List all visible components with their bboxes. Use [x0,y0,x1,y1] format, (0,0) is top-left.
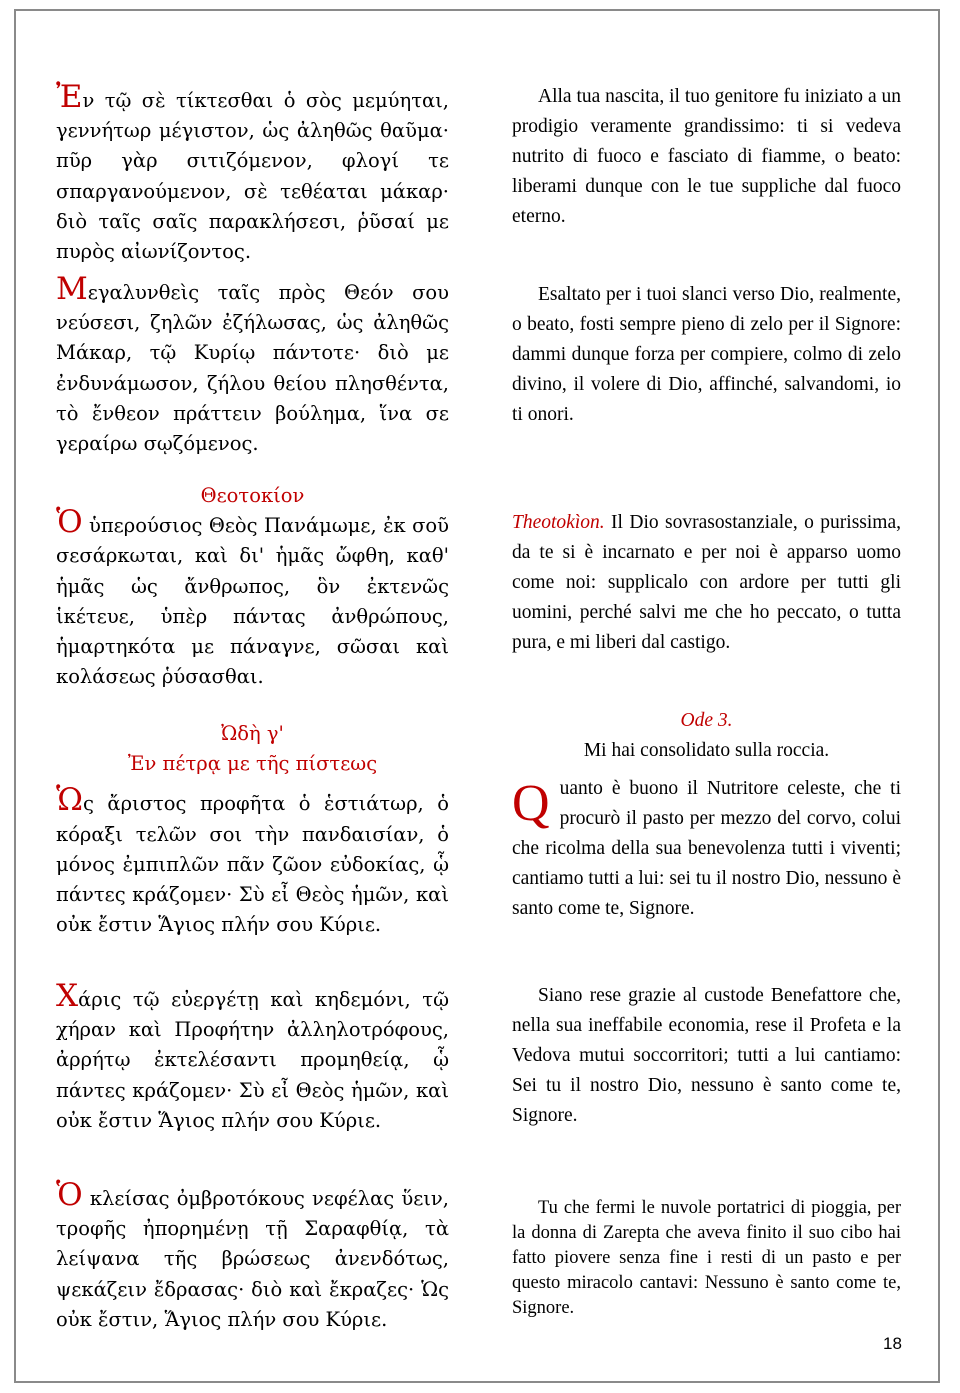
italian-block-4 [512,706,901,924]
greek-block-4 [56,719,449,940]
drop-initial: Χ [56,978,79,1014]
greek-paragraph-6: Ὁ κλείσας ὀμβροτόκους νεφέλας ὕειν, τροφῆς ἠπορημένῃ τῇ Σαραφθίᾳ, τὰ λείψανα τῆς βρώσεως ἀνενδότως, ψεκάζειν ἔδρασας· διὸ καὶ ἔκραζες· Ὡς οὐκ ἔστιν, Ἅγιος πλήν σου Κύριε. [56,1177,449,1331]
italian-paragraph-5: Siano rese grazie al custode Benefattore che, nella sua ineffabile economia, rese il Profeta e la Vedova mutui soccorritori; tutti a lui cantiamo: Sei tu il nostro Dio, nessuno è santo come te, Signore. [512,985,901,1126]
italian-paragraph-1: Alla tua nascita, il tuo genitore fu iniziato a un prodigio veramente grandissimo: ti si vedeva nutrito di fuoco e fasciato di fiamme, o beato: liberami dunque con le tue suppliche dal fuoco eterno. [512,86,901,227]
greek-paragraph-1: Ἐν τῷ σὲ τίκτεσθαι ὁ σὸς μεμύηται, γεννήτωρ μέγιστον, ὡς ἀληθῶς θαῦμα· πῦρ γὰρ σιτιζόμενον, φλογί τε σπαργανούμενον, σὲ τεθέαται μάκαρ· διὸ ταῖς σαῖς παρακλήσεσι, ῥῦσαί με πυρὸς αἰωνίζοντος. [56,79,449,264]
ode-heading: Ὠδὴ γ' [221,722,284,745]
page-number: 18 [883,1334,902,1353]
greek-block-1 [56,79,449,267]
italian-block-2 [512,280,901,430]
ode-subheading-it: Mi hai consolidato sulla roccia. [583,740,830,761]
greek-block-6 [56,1177,449,1335]
drop-initial: Ὡ [56,782,83,819]
drop-initial: Μ [56,271,88,307]
ode-heading-it: Ode 3. [680,710,733,731]
greek-block-3 [56,481,449,692]
greek-paragraph-2: Μεγαλυνθεὶς ταῖς πρὸς Θεόν σου νεύσεσι, ζηλῶν ἐζήλωσας, ὡς ἀληθῶς Μάκαρ, τῷ Κυρίῳ πάντοτε· διὸ με ἐνδυνάμωσον, ζήλου θείου πλησθέντα, τὸ ἔνθεον πράττειν βούλημα, ἵνα σε γεραίρω σῳζόμενος. [56,271,449,456]
greek-paragraph-4: Ὡς ἄριστος προφῆτα ὁ ἑστιάτωρ, ὁ κόραξι τελῶν σοι τὴν πανδαισίαν, ὁ μόνος ἐμπιπλῶν πᾶν ζῶον εὐδοκίας, ᾧ πάντες κράζομεν· Σὺ εἶ Θεὸς ἡμῶν, καὶ οὐκ ἔστιν Ἅγιος πλήν σου Κύριε. [56,782,449,937]
italian-paragraph-2: Esaltato per i tuoi slanci verso Dio, realmente, o beato, fosti sempre pieno di zelo per il Signore: dammi dunque forza per compiere, colmo di zelo divino, il volere di Dio, affinché, salvandomi, io ti onori. [512,284,901,425]
drop-initial: Ὁ [56,504,83,541]
ode-subheading: Ἐν πέτρᾳ με τῆς πίστεως [127,752,378,776]
theotokion-heading: Θεοτοκίον [200,484,305,507]
italian-block-3 [512,508,901,658]
italian-block-6 [512,1196,901,1321]
greek-block-5 [56,978,449,1136]
italian-paragraph-6: Tu che fermi le nuvole portatrici di pioggia, per la donna di Zarepta che aveva finito il suo cibo hai fatto piovere senza fine i resti di un pasto e per questo miracolo cantavi: Nessuno è santo come te, Signore. [512,1198,901,1318]
drop-cap-q: Q [512,775,550,832]
drop-initial: Ἐ [56,79,83,115]
greek-paragraph-3: Ὁ ὑπερούσιος Θεὸς Πανάμωμε, ἐκ σοῦ σεσάρκωται, καὶ δι' ἡμᾶς ὤφθη, καθ' ἡμᾶς ὡς ἄνθρωπος, ὃν ἐκτενῶς ἱκέτευε, ὑπὲρ πάντας ἀνθρώπους, ἡμαρτηκότα με πάναγνε, σῶσαι καὶ κολάσεως ῥύσασθαι. [56,504,449,689]
drop-initial: Ὁ [56,1177,83,1213]
theotokion-label: Theotokìon. [512,512,605,533]
greek-paragraph-5: Χάρις τῷ εὐεργέτῃ καὶ κηδεμόνι, τῷ χήραν καὶ Προφήτην ἀλληλοτρόφους, ἀρρήτῳ ἐκτελέσαντι προμηθείᾳ, ᾧ πάντες κράζομεν· Σὺ εἶ Θεὸς ἡμῶν, καὶ οὐκ ἔστιν Ἅγιος πλήν σου Κύριε. [56,978,449,1132]
italian-paragraph-4: Quanto è buono il Nutritore celeste, che ti procurò il pasto per mezzo del corvo, colui che ricolma della sua benevolenza tutti i viventi; cantiamo tutti a lui: sei tu il nostro Dio, nessuno è santo come te, Signore. [512,775,901,919]
italian-paragraph-3: Theotokìon. Il Dio sovrasostanziale, o purissima, da te si è incarnato e per noi è apparso uomo come noi: supplicalo con ardore per tutti gli uomini, perché salvi me che ho peccato, o tutta pura, e mi liberi dal castigo. [512,512,901,653]
italian-block-1 [512,82,901,232]
italian-block-5 [512,981,901,1131]
greek-block-2 [56,271,449,459]
